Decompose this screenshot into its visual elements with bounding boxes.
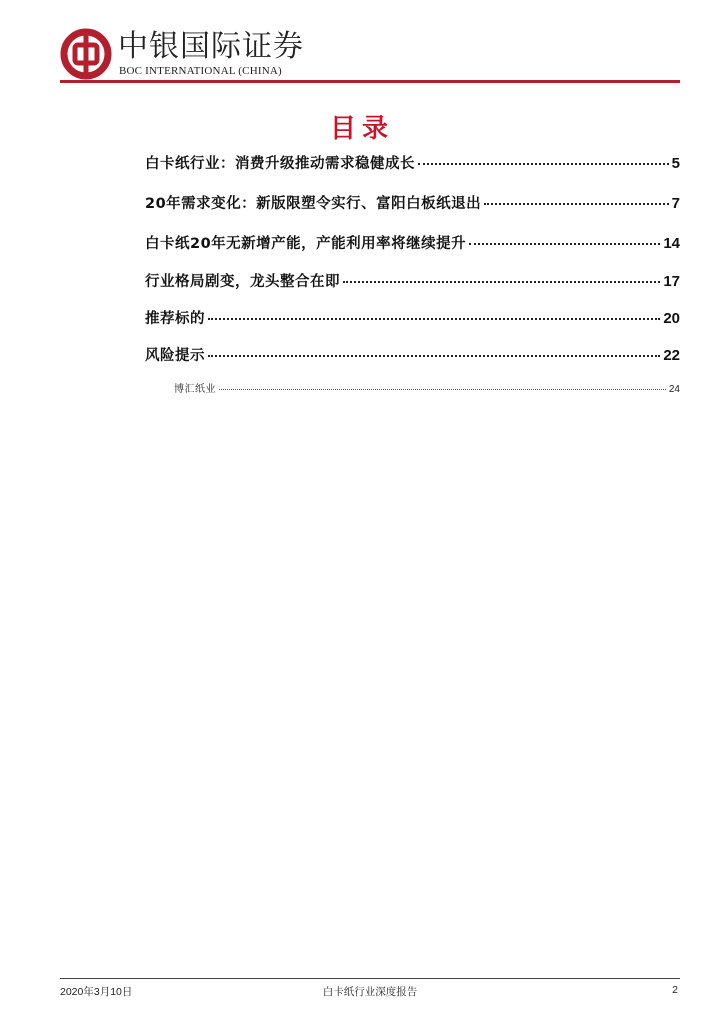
toc-entry-page: 24 [668,384,680,395]
toc-entry-page: 17 [663,273,680,290]
toc-entry-page: 7 [671,195,680,212]
toc-entry-page: 22 [663,347,680,364]
toc-entry[interactable] [145,152,680,180]
page-header [60,28,680,88]
page-number: 2 [672,984,678,996]
toc-entry-page: 20 [663,310,680,327]
toc-entry-title: 白卡纸行业：消费升级推动需求稳健成长 [145,156,415,172]
toc-entry[interactable] [145,344,680,372]
report-date: 2020年3月10日 [60,986,133,998]
report-title: 白卡纸行业深度报告 [322,986,418,998]
toc-entry-title: 行业格局剧变，龙头整合在即 [145,274,340,290]
toc-entry-page: 14 [663,235,680,252]
dot-leader [208,318,660,320]
header-divider [60,80,680,83]
toc-entry-title: 推荐标的 [145,311,205,327]
brand-name-en: BOC INTERNATIONAL (CHINA) [119,65,282,77]
brand-name-cn: 中银国际证券 [118,29,304,64]
boc-logo-icon [60,28,112,80]
toc-entry[interactable] [145,270,680,298]
toc-entry-title: 20年需求变化：新版限塑令实行、富阳白板纸退出 [145,196,482,212]
dot-leader [418,163,669,165]
page-footer [60,984,680,1000]
dot-leader [469,243,660,245]
dot-leader [208,355,660,357]
toc-entry-page: 5 [671,155,680,172]
toc-entry-title: 博汇纸业 [174,384,216,395]
toc-title: 目录 [329,114,394,144]
toc-entry-title: 白卡纸20年无新增产能，产能利用率将继续提升 [145,236,467,252]
toc-entry-title: 风险提示 [145,348,205,364]
toc-entry[interactable] [145,232,680,260]
dot-leader [219,389,666,390]
footer-divider [60,978,680,979]
toc-entry[interactable] [145,192,680,220]
toc-sub-entry[interactable] [174,380,680,408]
dot-leader [484,203,668,205]
dot-leader [343,281,660,283]
toc-entry[interactable] [145,307,680,335]
